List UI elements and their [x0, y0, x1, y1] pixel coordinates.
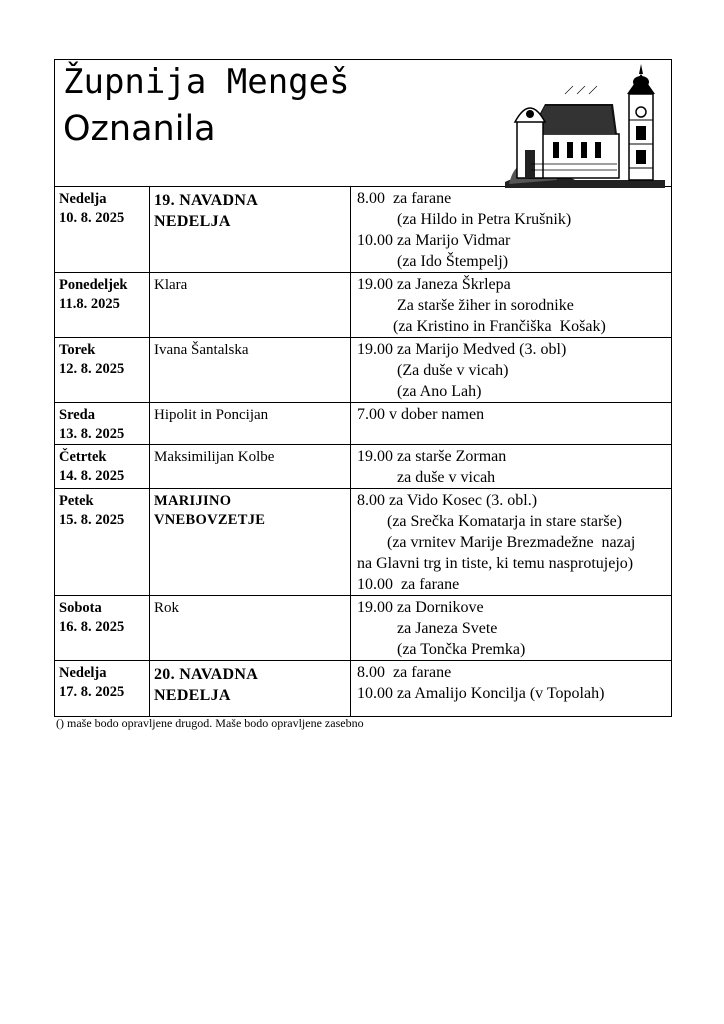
date-label: 14. 8. 2025 — [59, 468, 125, 484]
day-row — [55, 187, 672, 273]
mass-cell — [351, 445, 672, 489]
mass-intention: za duše v vicah — [397, 469, 496, 486]
church-illustration — [505, 64, 665, 188]
parish-title: Župnija Mengeš — [63, 62, 350, 102]
day-row — [55, 661, 672, 717]
mass-intention: Za starše žiher in sorodnike — [397, 297, 574, 314]
weekday-label: Ponedeljek — [59, 277, 128, 293]
date-label: 11.8. 2025 — [59, 296, 120, 312]
mass-cell — [351, 187, 672, 273]
feast-label: NEDELJA — [154, 687, 231, 704]
feast-label: Klara — [154, 277, 188, 293]
mass-intention: (za Kristino in Frančiška Košak) — [393, 318, 606, 335]
feast-label: Ivana Šantalska — [154, 342, 249, 358]
feast-label: NEDELJA — [154, 213, 231, 230]
mass-intention: (za Tončka Premka) — [397, 641, 526, 658]
feast-cell — [150, 187, 351, 273]
header-cell — [55, 60, 672, 187]
day-row — [55, 403, 672, 445]
day-cell — [55, 187, 150, 273]
mass-intention: 19.00 za Marijo Medved (3. obl) — [357, 341, 567, 358]
weekday-label: Četrtek — [59, 449, 107, 465]
bulletin-subtitle: Oznanila — [63, 109, 216, 149]
bulletin-sheet — [54, 59, 671, 717]
mass-intention: 8.00 za farane — [357, 664, 452, 681]
day-cell — [55, 273, 150, 338]
mass-cell — [351, 338, 672, 403]
day-row — [55, 273, 672, 338]
weekday-label: Sreda — [59, 407, 95, 423]
mass-intention: za Janeza Svete — [397, 620, 498, 637]
date-label: 17. 8. 2025 — [59, 684, 125, 700]
day-row — [55, 596, 672, 661]
feast-label: VNEBOVZETJE — [154, 512, 266, 528]
mass-intention: 7.00 v dober namen — [357, 406, 485, 423]
mass-cell — [351, 403, 672, 445]
weekday-label: Sobota — [59, 600, 102, 616]
mass-intention: 19.00 za Janeza Škrlepa — [357, 276, 511, 293]
mass-cell — [351, 661, 672, 717]
day-cell — [55, 338, 150, 403]
feast-label: Maksimilijan Kolbe — [154, 449, 275, 465]
date-label: 15. 8. 2025 — [59, 512, 125, 528]
day-cell — [55, 596, 150, 661]
feast-label: 19. NAVADNA — [154, 192, 259, 209]
mass-cell — [351, 489, 672, 596]
weekday-label: Torek — [59, 342, 96, 358]
mass-intention: 8.00 za farane — [357, 190, 452, 207]
feast-label: Rok — [154, 600, 180, 616]
day-cell — [55, 445, 150, 489]
mass-intention: (za Ido Štempelj) — [397, 253, 509, 270]
mass-intention: 10.00 za Marijo Vidmar — [357, 232, 511, 249]
feast-label: MARIJINO — [154, 493, 232, 509]
day-cell — [55, 489, 150, 596]
day-cell — [55, 403, 150, 445]
day-row — [55, 489, 672, 596]
weekday-label: Nedelja — [59, 191, 107, 207]
mass-intention: (za Srečka Komatarja in stare starše) — [387, 513, 622, 530]
feast-cell — [150, 445, 351, 489]
mass-intention: (za vrnitev Marije Brezmadežne nazaj — [387, 534, 636, 551]
weekday-label: Nedelja — [59, 665, 107, 681]
feast-cell — [150, 403, 351, 445]
day-row — [55, 338, 672, 403]
day-row — [55, 445, 672, 489]
mass-cell — [351, 596, 672, 661]
footnote: () maše bodo opravljene drugod. Maše bodo opravljene zasebno — [56, 716, 364, 730]
feast-cell — [150, 273, 351, 338]
weekday-label: Petek — [59, 493, 94, 509]
mass-intention: 19.00 za Dornikove — [357, 599, 484, 616]
header-row — [55, 60, 672, 187]
mass-intention: 19.00 za starše Zorman — [357, 448, 507, 465]
feast-cell — [150, 661, 351, 717]
mass-intention: (za Ano Lah) — [397, 383, 482, 400]
mass-intention: 8.00 za Vido Kosec (3. obl.) — [357, 492, 538, 509]
date-label: 12. 8. 2025 — [59, 361, 125, 377]
date-label: 10. 8. 2025 — [59, 210, 125, 226]
feast-cell — [150, 489, 351, 596]
mass-intention: 10.00 za farane — [357, 576, 460, 593]
feast-cell — [150, 596, 351, 661]
mass-intention: (Za duše v vicah) — [397, 362, 509, 379]
date-label: 13. 8. 2025 — [59, 426, 125, 442]
feast-cell — [150, 338, 351, 403]
schedule-table — [54, 59, 672, 717]
mass-cell — [351, 273, 672, 338]
mass-intention: 10.00 za Amalijo Koncilja (v Topolah) — [357, 685, 605, 702]
feast-label: Hipolit in Poncijan — [154, 407, 269, 423]
date-label: 16. 8. 2025 — [59, 619, 125, 635]
feast-label: 20. NAVADNA — [154, 666, 259, 683]
day-cell — [55, 661, 150, 717]
mass-intention: (za Hildo in Petra Krušnik) — [397, 211, 572, 228]
mass-intention: na Glavni trg in tiste, ki temu nasprotujejo) — [357, 555, 634, 572]
